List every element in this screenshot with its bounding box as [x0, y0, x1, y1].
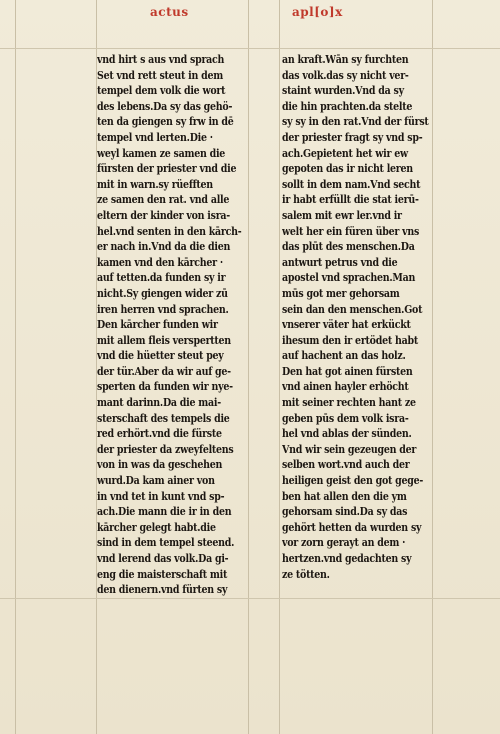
text-line: Den hat got ainen fürsten: [282, 364, 413, 378]
text-line: die hin prachten.da stelte: [282, 99, 413, 113]
text-line: hertzen.vnd gedachten sy: [282, 552, 412, 565]
text-line: red erhört.vnd die fürste: [97, 427, 222, 441]
text-line: mūs got mer gehorsam: [282, 286, 400, 300]
text-line: ten da giengen sy frw in dē: [97, 115, 234, 129]
text-line: ze tötten.: [282, 567, 330, 581]
text-line: kamen vnd den kārcher ·: [97, 255, 223, 269]
text-line: vnd hirt s aus vnd sprach: [97, 53, 225, 66]
text-line: den dienern.vnd fürten sy: [97, 583, 228, 597]
text-line: mit allem fleis verspertten: [97, 333, 231, 347]
text-line: mant darinn.Da die mai-: [97, 396, 221, 410]
text-line: sperten da funden wir nye-: [97, 380, 233, 394]
text-line: an kraft.Wān sy furchten: [282, 53, 409, 66]
text-line: ze samen den rat. vnd alle: [97, 193, 230, 207]
text-line: iren herren vnd sprachen.: [97, 302, 229, 316]
text-line: er nach in.Vnd da die dien: [97, 240, 231, 254]
text-line: gehört hetten da wurden sy: [282, 520, 422, 534]
text-line: mit in warn.sy rüefften: [97, 177, 213, 191]
text-line: gepoten das ir nicht leren: [282, 162, 413, 176]
text-line: staint wurden.Vnd da sy: [282, 84, 404, 98]
text-line: vor zorn gerayt an dem ·: [282, 536, 406, 550]
text-line: weyl kamen ze samen die: [97, 146, 226, 160]
text-line: sterschaft des tempels die: [97, 411, 230, 425]
text-line: der tür.Aber da wir auf ge-: [97, 364, 231, 378]
text-line: hel.vnd senten in den kārch-: [97, 224, 242, 238]
text-line: in vnd tet in kunt vnd sp-: [97, 489, 225, 503]
text-line: mit seiner rechten hant ze: [282, 396, 416, 410]
text-line: Set vnd rett steut in dem: [97, 68, 224, 82]
ruling-line: [15, 0, 16, 734]
text-line: sind in dem tempel steend.: [97, 536, 235, 550]
text-line: von in was da geschehen: [97, 458, 223, 472]
text-line: apostel vnd sprachen.Man: [282, 271, 416, 285]
text-line: geben pūs dem volk isra-: [282, 411, 409, 425]
text-line: kārcher gelegt habt.die: [97, 520, 216, 534]
ruling-line: [0, 598, 500, 599]
ruling-line: [279, 0, 280, 734]
text-column-right: [282, 52, 438, 582]
text-line: ir habt erfüllt die stat ierū-: [282, 193, 419, 207]
text-line: antwurt petrus vnd die: [282, 255, 398, 269]
text-line: der priester da zweyfeltens: [97, 442, 234, 456]
text-line: Vnd wir sein gezeugen der: [282, 442, 417, 456]
text-line: des lebens.Da sy das gehö-: [97, 99, 233, 113]
text-line: eltern der kinder von isra-: [97, 208, 230, 222]
text-line: welt her ein füren über vns: [282, 224, 420, 238]
text-line: fürsten der priester vnd die: [97, 162, 237, 176]
text-line: ihesum den ir ertödet habt: [282, 333, 418, 347]
text-line: tempel vnd lerten.Die ·: [97, 130, 213, 144]
text-line: nicht.Sy giengen wider zū: [97, 286, 228, 300]
text-line: ach.Gepietent het wir ew: [282, 146, 408, 160]
text-line: eng die maisterschaft mit: [97, 567, 228, 581]
text-line: Den kārcher funden wir: [97, 318, 218, 332]
text-line: salem mit ewr ler.vnd ir: [282, 208, 402, 222]
text-line: selben wort.vnd auch der: [282, 458, 410, 472]
text-line: vnserer väter hat erkückt: [282, 318, 411, 332]
text-line: hel vnd ablas der sünden.: [282, 427, 412, 441]
text-line: tempel dem volk die wort: [97, 84, 226, 98]
text-line: sy sy in den rat.Vnd der fürst: [282, 115, 429, 129]
text-line: vnd ainen hayler erhöcht: [282, 380, 409, 394]
text-line: das volk.das sy nicht ver-: [282, 68, 409, 82]
text-line: gehorsam sind.Da sy das: [282, 505, 408, 519]
text-line: das plūt des menschen.Da: [282, 240, 415, 254]
text-line: ben hat allen den die ym: [282, 489, 407, 503]
text-line: vnd die hüetter steut pey: [97, 349, 224, 363]
text-line: sein dan den menschen.Got: [282, 302, 423, 316]
text-line: auf hachent an das holz.: [282, 349, 406, 363]
text-line: ach.Die mann die ir in den: [97, 505, 232, 519]
text-line: wurd.Da kam ainer von: [97, 474, 215, 488]
text-column-left: [97, 52, 253, 598]
text-line: sollt in dem nam.Vnd secht: [282, 177, 421, 191]
running-head-left: actus: [150, 5, 189, 19]
ruling-line: [0, 48, 500, 49]
text-line: auf tetten.da funden sy ir: [97, 271, 226, 285]
text-line: vnd lerend das volk.Da gi-: [97, 552, 229, 565]
text-line: heiligen geist den got gege-: [282, 474, 424, 488]
text-line: der priester fragt sy vnd sp-: [282, 130, 423, 144]
running-head-right: apl[o]x: [292, 5, 343, 19]
